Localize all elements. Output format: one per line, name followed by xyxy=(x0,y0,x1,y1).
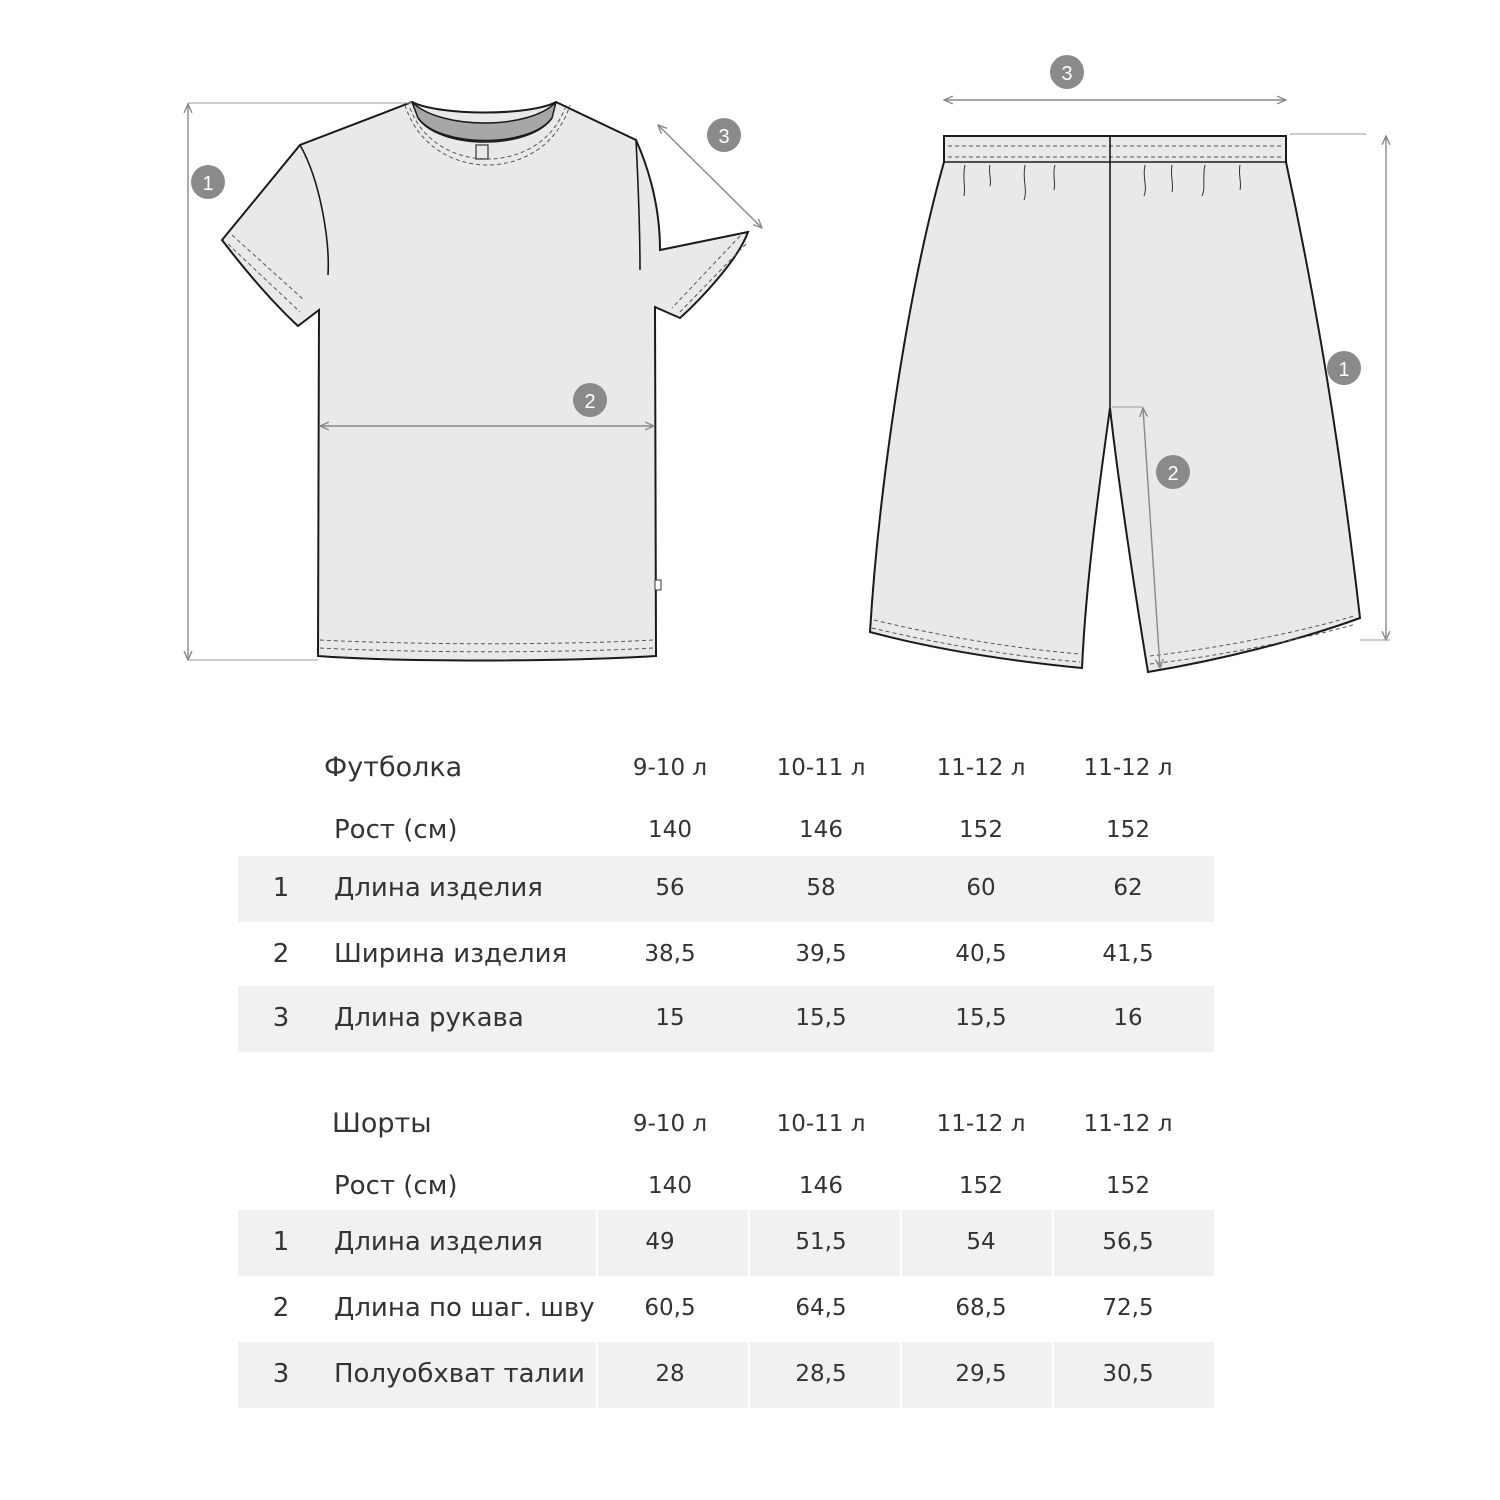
height-value: 152 xyxy=(1106,817,1150,843)
shorts-table-title: Шорты xyxy=(332,1108,432,1139)
shorts-table-row xyxy=(238,1210,1214,1276)
tshirt-height-row xyxy=(238,798,1214,862)
table-cell: 56 xyxy=(655,875,685,901)
table-cell: 30,5 xyxy=(1102,1361,1154,1387)
row-number: 3 xyxy=(272,1003,290,1033)
table-cell: 15,5 xyxy=(795,1005,847,1031)
shorts-marker-2 xyxy=(1156,455,1190,489)
tshirt-marker-1 xyxy=(191,165,225,199)
tshirt-size-header-row xyxy=(238,736,1214,800)
height-value: 152 xyxy=(959,817,1003,843)
height-label: Рост (см) xyxy=(334,1171,458,1201)
size-column: 11-12 л xyxy=(1083,755,1173,781)
tshirt-table-row xyxy=(238,856,1214,922)
table-cell: 38,5 xyxy=(644,941,696,967)
table-cell: 41,5 xyxy=(1102,941,1154,967)
svg-text:3: 3 xyxy=(718,126,730,148)
row-number: 1 xyxy=(272,1227,290,1257)
size-column: 11-12 л xyxy=(1083,1111,1173,1137)
row-label: Полуобхват талии xyxy=(334,1359,585,1389)
tshirt-table-title: Футболка xyxy=(324,752,463,783)
table-cell: 49 xyxy=(645,1229,675,1255)
height-value: 140 xyxy=(648,1173,692,1199)
row-number: 2 xyxy=(272,939,290,969)
size-column: 11-12 л xyxy=(936,1111,1026,1137)
size-column: 9-10 л xyxy=(632,755,708,781)
svg-text:2: 2 xyxy=(1167,463,1179,485)
shorts-size-table xyxy=(238,1092,1214,1410)
table-cell: 51,5 xyxy=(795,1229,847,1255)
tshirt-illustration xyxy=(222,102,748,661)
size-column: 10-11 л xyxy=(776,1111,866,1137)
row-label: Длина по шаг. шву xyxy=(334,1293,595,1323)
table-cell: 54 xyxy=(966,1229,996,1255)
height-value: 152 xyxy=(959,1173,1003,1199)
shorts-table-row xyxy=(238,1276,1214,1340)
table-cell: 56,5 xyxy=(1102,1229,1154,1255)
height-value: 146 xyxy=(799,817,843,843)
size-column: 11-12 л xyxy=(936,755,1026,781)
shorts-size-header-row xyxy=(238,1092,1214,1156)
row-number: 1 xyxy=(272,873,290,903)
tshirt-marker-2 xyxy=(573,383,607,417)
size-column: 10-11 л xyxy=(776,755,866,781)
shorts-marker-3 xyxy=(1050,55,1084,89)
table-cell: 28,5 xyxy=(795,1361,847,1387)
size-column: 9-10 л xyxy=(632,1111,708,1137)
table-cell: 29,5 xyxy=(955,1361,1007,1387)
tshirt-table-row xyxy=(238,986,1214,1052)
table-cell: 60 xyxy=(966,875,996,901)
svg-text:1: 1 xyxy=(1338,359,1350,381)
table-cell: 39,5 xyxy=(795,941,847,967)
tshirt-size-table xyxy=(238,736,1214,1054)
table-cell: 60,5 xyxy=(644,1295,696,1321)
table-cell: 16 xyxy=(1113,1005,1143,1031)
table-cell: 15 xyxy=(655,1005,685,1031)
table-cell: 64,5 xyxy=(795,1295,847,1321)
garment-measurement-diagram xyxy=(0,0,1500,700)
shorts-illustration xyxy=(870,136,1360,672)
table-cell: 62 xyxy=(1113,875,1143,901)
row-number: 3 xyxy=(272,1359,290,1389)
row-label: Длина изделия xyxy=(334,873,543,903)
row-label: Длина рукава xyxy=(334,1003,524,1033)
tshirt-table-row xyxy=(238,922,1214,986)
table-cell: 72,5 xyxy=(1102,1295,1154,1321)
table-cell: 28 xyxy=(655,1361,685,1387)
svg-text:3: 3 xyxy=(1061,63,1073,85)
row-number: 2 xyxy=(272,1293,290,1323)
shorts-height-row xyxy=(238,1154,1214,1218)
tshirt-marker-3 xyxy=(707,118,741,152)
table-cell: 68,5 xyxy=(955,1295,1007,1321)
height-value: 152 xyxy=(1106,1173,1150,1199)
table-cell: 40,5 xyxy=(955,941,1007,967)
shorts-marker-1 xyxy=(1327,351,1361,385)
height-value: 140 xyxy=(648,817,692,843)
table-cell: 15,5 xyxy=(955,1005,1007,1031)
shorts-table-row xyxy=(238,1342,1214,1408)
svg-text:1: 1 xyxy=(202,173,214,195)
row-label: Длина изделия xyxy=(334,1227,543,1257)
height-label: Рост (см) xyxy=(334,815,458,845)
height-value: 146 xyxy=(799,1173,843,1199)
table-cell: 58 xyxy=(806,875,836,901)
svg-text:2: 2 xyxy=(584,391,596,413)
row-label: Ширина изделия xyxy=(334,939,568,969)
